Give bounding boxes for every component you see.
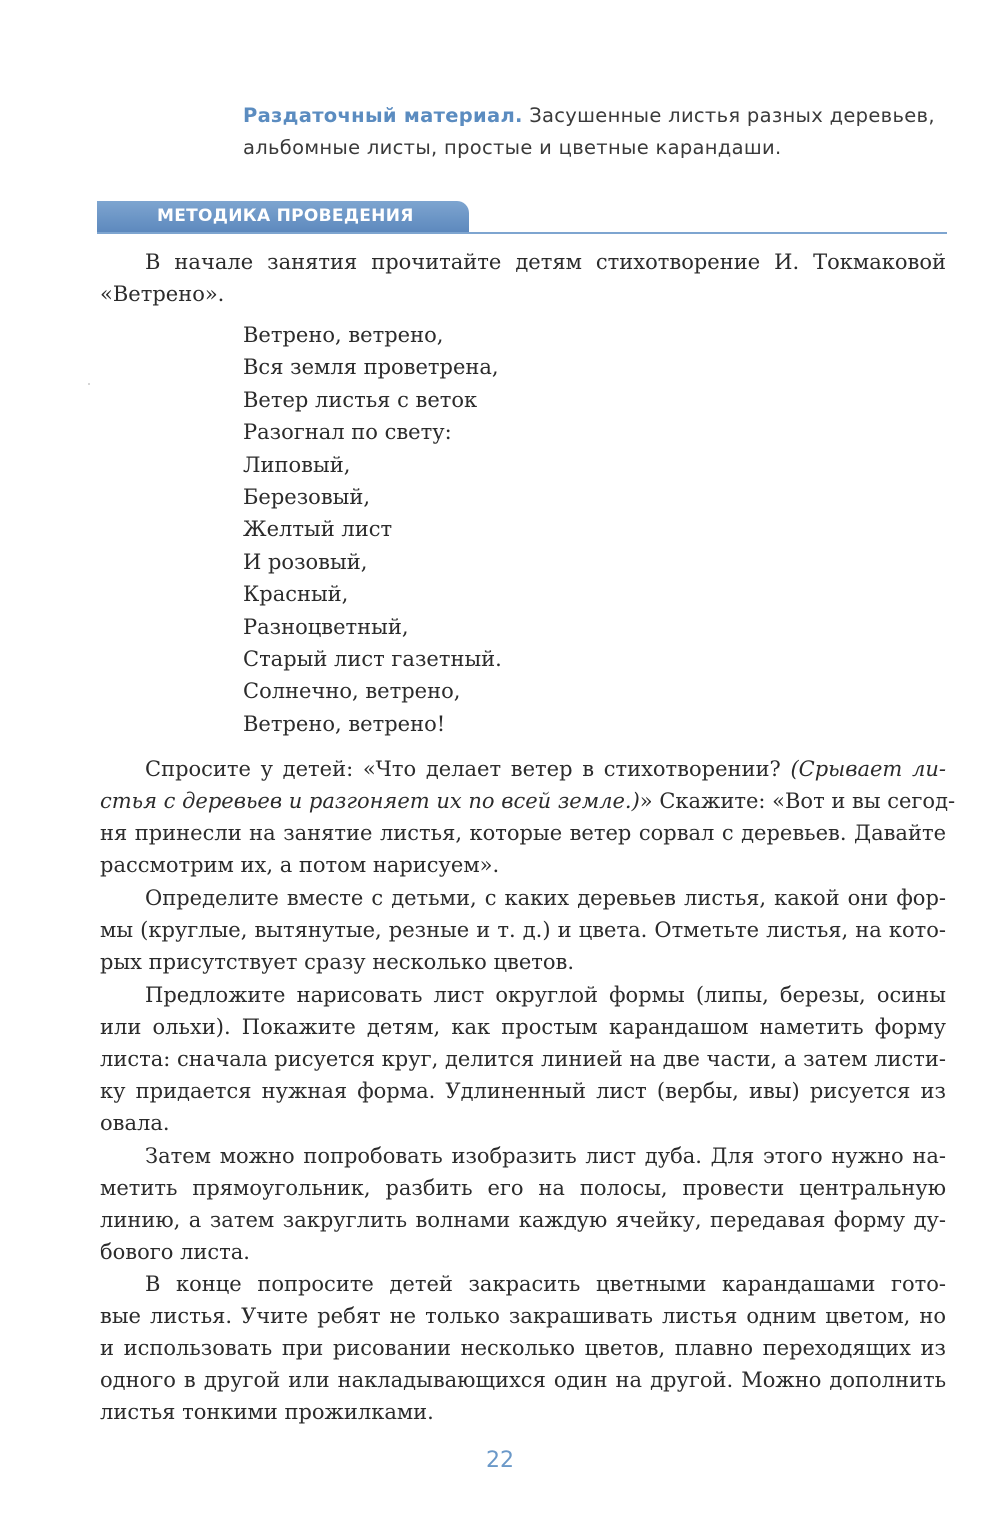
paragraph-question: Спросите у детей: «Что делает ветер в стихотворении? (Срывает ли- стья с деревьев и разгоняет их по всей земле.)» Скажите: «Вот и вы сегод- ня принесли на занятие листья, которые ветер сорвал с деревьев. Давайте рассмотрим их, а потом нарисуем». <box>100 757 956 877</box>
poem-line: Красный, <box>243 582 349 607</box>
paragraph-round-leaf: Предложите нарисовать лист округлой формы (липы, березы, осины или ольхи). Покажите детям, как простым карандашом наметить форму листа: сначала рисуется круг, делится линией на две части, а затем листи- ку придается нужная форма. Удлиненный лист (вербы, ивы) рисуется из овала. <box>100 983 946 1135</box>
poem-line: Ветрено, ветрено! <box>243 711 446 736</box>
poem-line: Разогнал по свету: <box>243 420 452 445</box>
poem-line: Желтый лист <box>243 517 393 542</box>
paragraph-oak-leaf: Затем можно попробовать изобразить лист дуба. Для этого нужно на- метить прямоугольник, разбить его на полосы, провести центральную линию, а затем закруглить волнами каждую ячейку, передавая форму ду- бового листа. <box>100 1144 946 1264</box>
poem-line: Солнечно, ветрено, <box>243 679 461 704</box>
scan-speck <box>88 383 90 385</box>
paragraph-coloring: В конце попросите детей закрасить цветными карандашами гото- вые листья. Учите ребят не только закрашивать листья одним цветом, но и использовать при рисовании несколько цветов, плавно переходящих из одного в другой или накладывающихся один на другой. Можно дополнить листья тонкими прожилками. <box>100 1272 946 1424</box>
section-header <box>97 201 947 233</box>
poem-line: Березовый, <box>243 485 371 510</box>
section-rule <box>97 232 947 234</box>
page-number: 22 <box>486 1448 514 1473</box>
poem-line: Разноцветный, <box>243 614 409 639</box>
poem <box>243 319 502 740</box>
poem-line: Ветрено, ветрено, <box>243 323 444 347</box>
poem-line: Старый лист газетный. <box>243 647 502 672</box>
handout-text: Засушенные листья разных деревьев, альбомные листы, простые и цветные карандаши. <box>243 104 935 159</box>
handout-materials <box>243 100 948 164</box>
handout-label: Раздаточный материал. <box>243 104 523 127</box>
paragraph-define: Определите вместе с детьми, с каких деревьев листья, какой они фор- мы (круглые, вытянутые, резные и т. д.) и цвета. Отметьте листья, на кото- рых присутствует сразу несколько цветов. <box>100 886 946 974</box>
intro-line-1: В начале занятия прочитайте детям стихотворение И. Токмаковой <box>145 250 946 274</box>
poem-line: Вся земля проветрена, <box>243 355 499 380</box>
poem-line: И розовый, <box>243 549 368 574</box>
intro-line-2: «Ветрено». <box>100 282 225 306</box>
section-title: МЕТОДИКА ПРОВЕДЕНИЯ <box>157 206 414 226</box>
poem-line: Ветер листья с веток <box>243 387 478 412</box>
poem-line: Липовый, <box>243 452 351 477</box>
intro-paragraph <box>100 246 946 310</box>
